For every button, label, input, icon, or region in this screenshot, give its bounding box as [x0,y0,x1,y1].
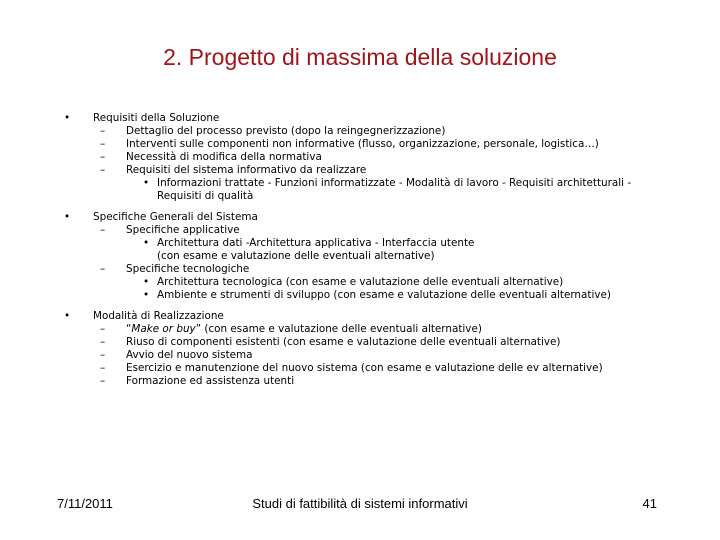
dash-marker: – [100,336,106,348]
sub-item-text: Architettura dati -Architettura applicativa - Interfaccia utente [157,237,475,249]
slide-title: 2. Progetto di massima della soluzione [163,44,557,70]
footer-title: Studi di fattibilità di sistemi informativi [252,496,468,511]
section-label: Modalità di Realizzazione [93,310,224,322]
bullet-marker: • [143,289,150,301]
section-requisiti [60,112,680,125]
list-item-text: Formazione ed assistenza utenti [126,375,295,387]
slide-content [60,112,680,388]
list-item [60,349,680,362]
sub-item-continuation: Requisiti di qualità [157,190,254,202]
list-item-text: Necessità di modifica della normativa [126,151,322,163]
list-item [60,138,680,151]
dash-marker: – [100,323,106,335]
list-item-text: Specifiche applicative [126,224,240,236]
section-label: Specifiche Generali del Sistema [93,211,258,223]
sub-item-continuation: (con esame e valutazione delle eventuali alternative) [157,250,435,262]
list-item-text: Interventi sulle componenti non informative (flusso, organizzazione, personale, logistica…) [126,138,599,150]
list-item-text: Specifiche tecnologiche [126,263,250,275]
dash-marker: – [100,362,106,374]
list-item-text [126,323,482,335]
list-item-text: Riuso di componenti esistenti (con esame e valutazione delle eventuali alternative) [126,336,561,348]
bullet-marker: • [143,177,150,189]
quote-open: “ [126,323,132,335]
list-item-text: Requisiti del sistema informativo da realizzare [126,164,367,176]
list-item-text: Dettaglio del processo previsto (dopo la reingegnerizzazione) [126,125,446,137]
list-item [60,336,680,349]
list-item [60,375,680,388]
footer-date: 7/11/2011 [57,496,113,511]
dash-marker: – [100,138,106,150]
bullet-marker: • [64,310,71,322]
bullet-marker: • [143,237,150,249]
section-label: Requisiti della Soluzione [93,112,220,124]
list-item-text: Avvio del nuovo sistema [126,349,253,361]
sub-item-text: Ambiente e strumenti di sviluppo (con esame e valutazione delle eventuali alternative) [157,289,611,301]
dash-marker: – [100,151,106,163]
sub-list-item [60,276,680,289]
bullet-marker: • [64,211,71,223]
dash-marker: – [100,125,106,137]
section-specifiche [60,211,680,224]
dash-marker: – [100,349,106,361]
list-item [60,125,680,138]
dash-marker: – [100,224,106,236]
dash-marker: – [100,263,106,275]
sub-item-text: Architettura tecnologica (con esame e valutazione delle eventuali alternative) [157,276,564,288]
sub-item-text: Informazioni trattate - Funzioni informatizzate - Modalità di lavoro - Requisiti architetturali - [157,177,632,189]
list-item [60,151,680,164]
make-or-buy-text: Make or buy [131,323,196,335]
list-item [60,224,680,237]
page-number: 41 [642,496,657,511]
sub-list-item [60,237,680,250]
sub-list-item [60,289,680,302]
make-or-buy-rest: ” (con esame e valutazione delle eventuali alternative) [195,323,482,335]
list-item [60,164,680,177]
sub-list-item [60,177,680,190]
dash-marker: – [100,375,106,387]
list-item [60,323,680,336]
list-item-text: Esercizio e manutenzione del nuovo sistema (con esame e valutazione delle ev alternative) [126,362,603,374]
list-item [60,263,680,276]
dash-marker: – [100,164,106,176]
list-item [60,362,680,375]
bullet-marker: • [64,112,71,124]
section-realizzazione [60,310,680,323]
bullet-marker: • [143,276,150,288]
